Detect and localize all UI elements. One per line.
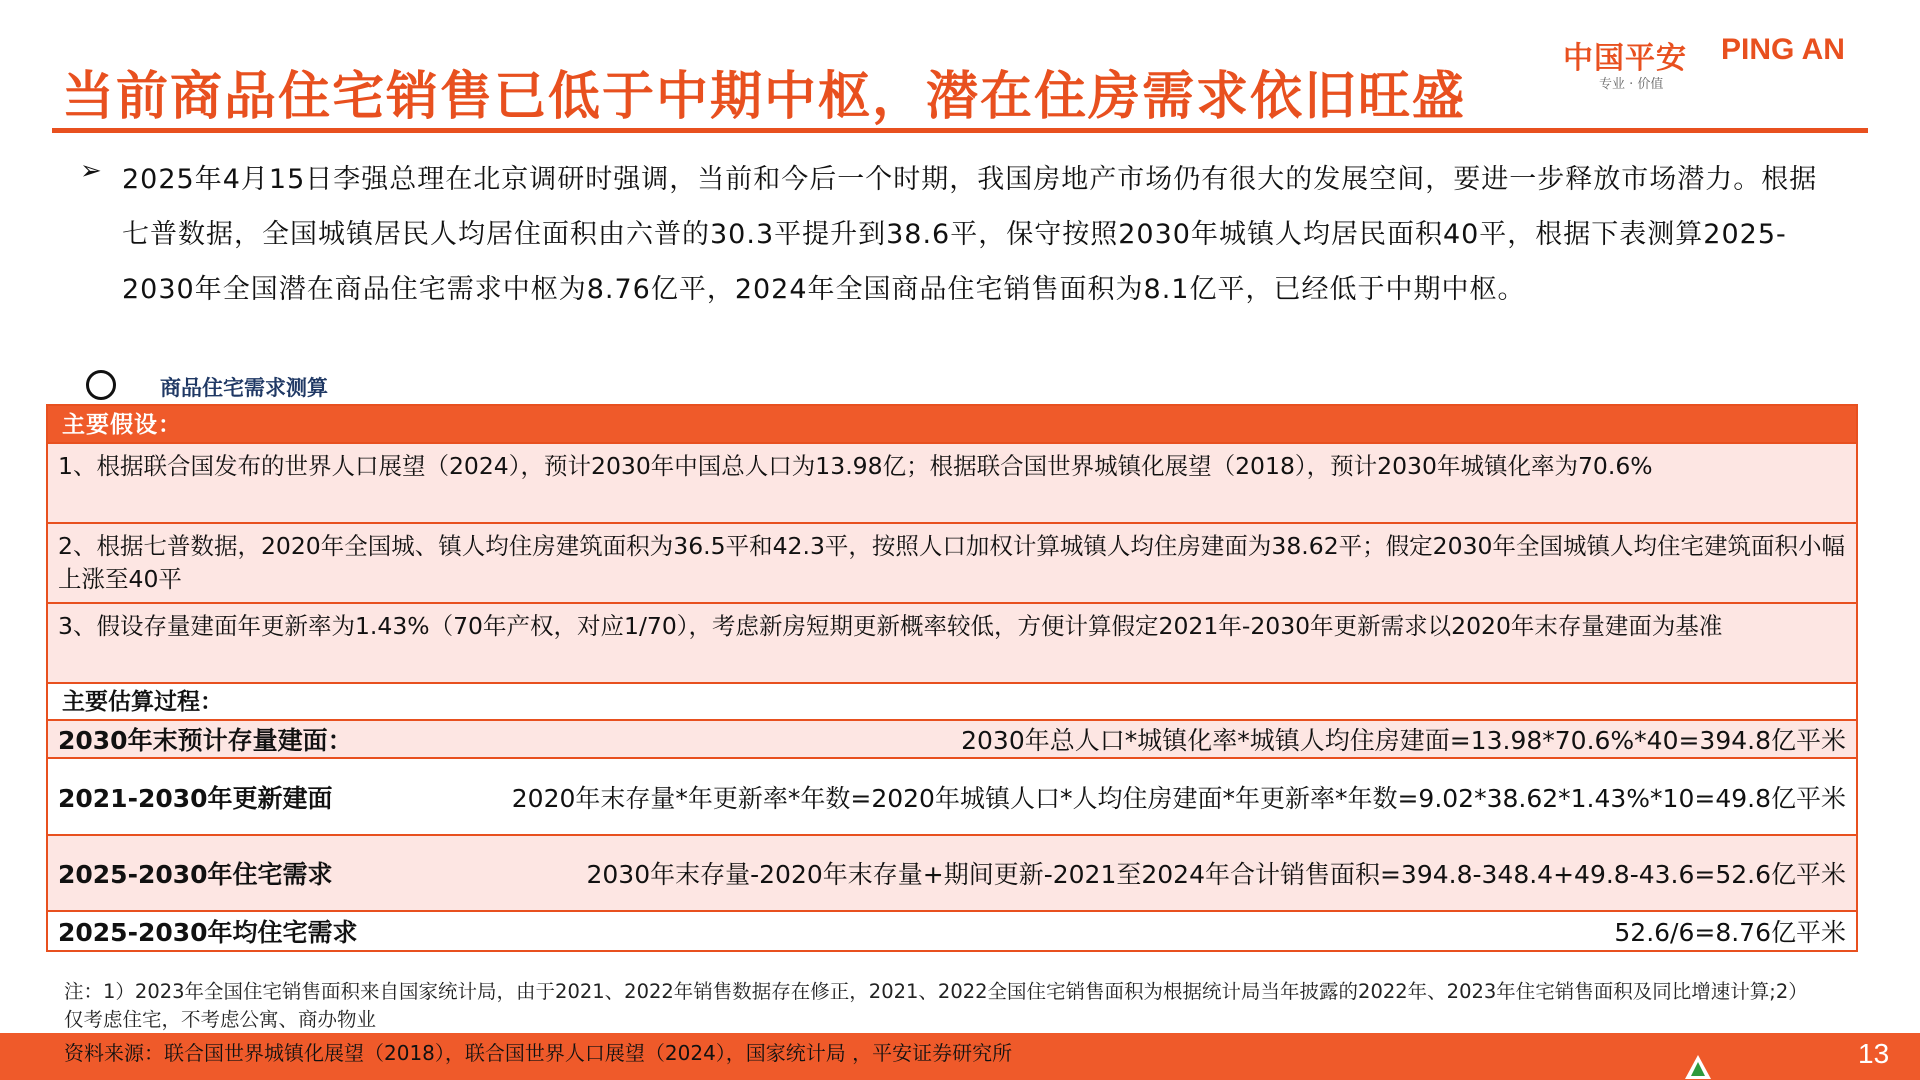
calc-formula: 2030年末存量-2020年末存量+期间更新-2021至2024年合计销售面积=394.8-348.4+49.8-43.6=52.6亿平米	[586, 860, 1846, 889]
calc-formula: 2020年末存量*年更新率*年数=2020年城镇人口*人均住房建面*年更新率*年数=9.02*38.62*1.43%*10=49.8亿平米	[511, 783, 1846, 813]
intro-bullet	[80, 152, 1840, 317]
calc-label: 2025-2030年均住宅需求	[58, 918, 358, 947]
calc-row-demand	[48, 836, 1856, 912]
calc-formula: 2030年总人口*城镇化率*城镇人均住房建面=13.98*70.6%*40=394.8亿平米	[961, 726, 1846, 755]
source-note: 资料来源：联合国世界城镇化展望（2018），联合国世界人口展望（2024），国家统计局 ，平安证券研究所	[64, 1041, 1013, 1065]
calc-row-stock-2030	[48, 721, 1856, 759]
assumption-row: 2、根据七普数据，2020年全国城、镇人均住房建筑面积为36.5平和42.3平，按照人口加权计算城镇人均住房建面为38.62平；假定2030年全国城镇人均住宅建筑面积小幅上涨至40平	[48, 524, 1856, 604]
assumptions-header: 主要假设：	[48, 406, 1856, 444]
assumption-row: 1、根据联合国发布的世界人口展望（2024），预计2030年中国总人口为13.98亿；根据联合国世界城镇化展望（2018），预计2030年城镇化率为70.6%	[48, 444, 1856, 524]
calc-label: 2025-2030年住宅需求	[58, 860, 333, 889]
calc-formula: 52.6/6=8.76亿平米	[1614, 918, 1846, 947]
calc-row-annual-demand	[48, 912, 1856, 950]
logo-text-en: PING AN	[1721, 33, 1845, 66]
arrow-bullet-icon: ➢	[80, 156, 102, 186]
logo-slogan: 专业 · 价值	[1599, 77, 1664, 92]
page-number: 13	[1858, 1038, 1890, 1069]
assumption-row: 3、假设存量建面年更新率为1.43%（70年产权，对应1/70），考虑新房短期更新概率较低，方便计算假定2021年-2030年更新需求以2020年末存量建面为基准	[48, 604, 1856, 684]
ping-an-logo	[1563, 33, 1883, 93]
table-caption-text: 商品住宅需求测算	[160, 376, 328, 400]
intro-text: 2025年4月15日李强总理在北京调研时强调，当前和今后一个时期，我国房地产市场仍有很大的发展空间，要进一步释放市场潜力。根据七普数据，全国城镇居民人均居住面积由六普的30.3平提升到38.6平，保守按照2030年城镇人均居民面积40平，根据下表测算2025-2030年全国潜在商品住宅需求中枢为8.76亿平，2024年全国商品住宅销售面积为8.1亿平，已经低于中期中枢。	[122, 164, 1818, 305]
demand-estimate-table	[46, 404, 1858, 952]
calc-label: 2030年末预计存量建面：	[58, 726, 353, 755]
calc-label: 2021-2030年更新建面	[58, 783, 333, 813]
calc-row-renewal	[48, 759, 1856, 836]
logo-text-cn: 中国平安	[1563, 41, 1687, 76]
circle-bullet-icon	[86, 370, 116, 400]
footnote: 注：1）2023年全国住宅销售面积来自国家统计局，由于2021、2022年销售数据存在修正，2021、2022全国住宅销售面积为根据统计局当年披露的2022年、2023年住宅销售面积及同比增速计算;2）仅考虑住宅，不考虑公寓、商办物业	[64, 980, 1808, 1031]
page-title: 当前商品住宅销售已低于中期中枢，潜在住房需求依旧旺盛	[62, 67, 1467, 127]
process-header: 主要估算过程：	[48, 684, 1856, 721]
ping-an-mark-icon	[1684, 1054, 1712, 1080]
title-divider	[52, 128, 1868, 133]
